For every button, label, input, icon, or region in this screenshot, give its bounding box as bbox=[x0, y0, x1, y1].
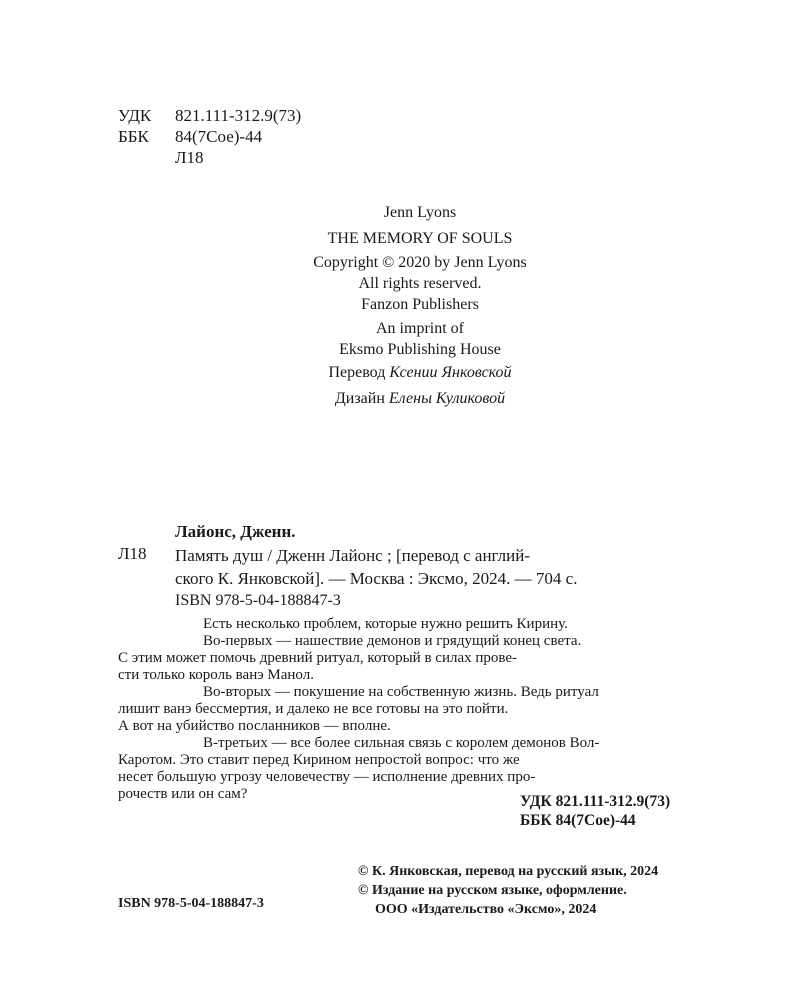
copyright-notices bbox=[358, 862, 658, 919]
author-heading: Лайонс, Дженн. bbox=[175, 522, 296, 541]
abstract-line: сти только король ванэ Манол. bbox=[118, 667, 314, 683]
udk-value: 821.111-312.9(73) bbox=[175, 106, 302, 125]
publisher: Fanzon Publishers bbox=[361, 296, 479, 313]
imprint bbox=[120, 318, 720, 360]
translator-name: Ксении Янковской bbox=[389, 364, 512, 381]
abstract-line: Есть несколько проблем, которые нужно решить Кирину. bbox=[203, 616, 568, 632]
original-author: Jenn Lyons bbox=[383, 204, 457, 221]
original-title: THE MEMORY OF SOULS bbox=[327, 230, 513, 247]
design-label: Дизайн bbox=[334, 390, 385, 407]
classification-block bbox=[118, 105, 301, 168]
author-mark: Л18 bbox=[175, 148, 204, 167]
translation-label: Перевод bbox=[328, 364, 386, 381]
abstract-line: С этим может помочь древний ритуал, который в силах прове- bbox=[118, 650, 518, 666]
footer-bbk: ББК 84(7Сое)-44 bbox=[520, 812, 636, 829]
copyright-line: Copyright © 2020 by Jenn Lyons bbox=[313, 254, 527, 271]
bib-description bbox=[175, 544, 720, 590]
author-mark-row bbox=[118, 147, 301, 168]
abstract-line: А вот на убийство посланников — вполне. bbox=[118, 718, 391, 734]
bbk-label: ББК bbox=[118, 127, 149, 146]
rights-line: All rights reserved. bbox=[358, 275, 482, 292]
bib-isbn: ISBN 978-5-04-188847-3 bbox=[175, 592, 341, 609]
bib-mark: Л18 bbox=[118, 544, 147, 563]
abstract bbox=[118, 616, 720, 803]
designer-name: Елены Куликовой bbox=[388, 390, 506, 407]
abstract-line: несет большую угрозу человечеству — исполнение древних про- bbox=[118, 769, 536, 785]
original-copyright bbox=[120, 252, 720, 294]
abstract-line: лишит ванэ бессмертия, и далеко не все готовы на это пойти. bbox=[118, 701, 509, 717]
imprint-house: Eksmo Publishing House bbox=[339, 341, 501, 358]
edition-copyright: © Издание на русском языке, оформление. bbox=[358, 883, 627, 898]
abstract-line: Каротом. Это ставит перед Кирином непростой вопрос: что же bbox=[118, 752, 520, 768]
udk-row bbox=[118, 105, 301, 126]
footer-udk: УДК 821.111-312.9(73) bbox=[520, 793, 671, 810]
publisher-copyright: ООО «Издательство «Эксмо», 2024 bbox=[375, 902, 597, 917]
bbk-value: 84(7Сое)-44 bbox=[175, 127, 263, 146]
footer-isbn: ISBN 978-5-04-188847-3 bbox=[118, 896, 264, 911]
abstract-line: В-третьих — все более сильная связь с королем демонов Вол- bbox=[203, 735, 600, 751]
bib-line: Память душ / Дженн Лайонс ; [перевод с англий- bbox=[175, 546, 530, 565]
abstract-line: рочеств или он сам? bbox=[118, 786, 248, 802]
abstract-line: Во-первых — нашествие демонов и грядущий конец света. bbox=[203, 633, 582, 649]
bbk-row bbox=[118, 126, 301, 147]
translation-copyright: © К. Янковская, перевод на русский язык, 2024 bbox=[358, 864, 659, 879]
bib-line: ского К. Янковской]. — Москва : Эксмо, 2024. — 704 с. bbox=[175, 569, 578, 588]
imprint-line: An imprint of bbox=[376, 320, 464, 337]
footer-codes bbox=[520, 792, 670, 830]
design-credit bbox=[120, 388, 720, 409]
udk-label: УДК bbox=[118, 106, 152, 125]
translation-credit bbox=[120, 362, 720, 383]
abstract-line: Во-вторых — покушение на собственную жизнь. Ведь ритуал bbox=[203, 684, 599, 700]
